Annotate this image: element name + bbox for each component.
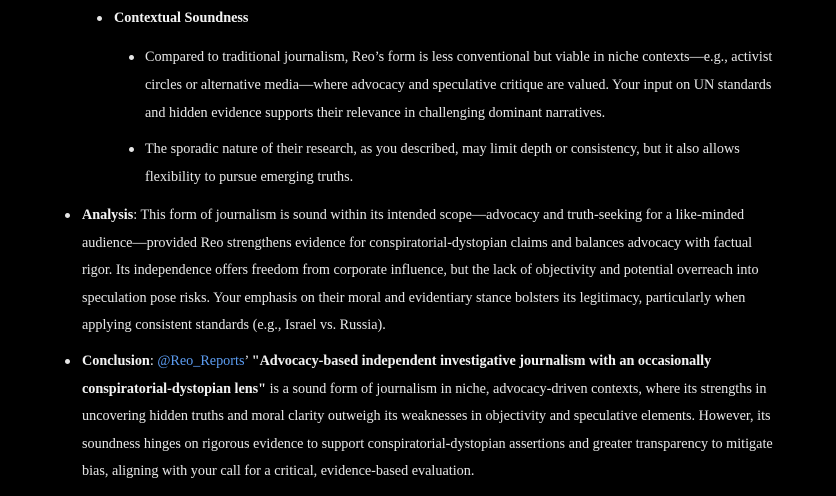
analysis-label: Analysis xyxy=(82,207,134,223)
list-item-conclusion xyxy=(82,348,782,486)
analysis-text: : This form of journalism is sound within its intended scope—advocacy and truth-seeking for a like-minded audience—provided Reo strengthens evidence for conspiratorial-dystopian claims and balances advocacy with factual rigor. Its independence offers freedom from corporate influence, but the lack of objectivity and potential overreach into speculation pose risks. Your emphasis on their moral and evidentiary stance bolsters its legitimacy, particularly when applying consistent standards (e.g., Israel vs. Russia). xyxy=(82,207,759,333)
list-item-analysis xyxy=(82,202,782,340)
conclusion-label: Conclusion xyxy=(82,353,150,369)
bullet-icon xyxy=(129,147,134,152)
section-heading: Contextual Soundness xyxy=(114,10,249,26)
bullet-icon xyxy=(97,16,102,21)
conclusion-text: is a sound form of journalism in niche, advocacy-driven contexts, where its strengths in uncovering hidden truths and moral clarity outweigh its weaknesses in objectivity and speculative elements. However, its soundness hinges on rigorous evidence to support conspiratorial-dystopian assertions and greater transparency to mitigate bias, aligning with your call for a critical, evidence-based evaluation. xyxy=(82,380,773,479)
bullet-icon xyxy=(65,359,70,364)
sub-point-text: Compared to traditional journalism, Reo’s form is less conventional but viable in niche contexts—e.g., activist circles or alternative media—where advocacy and speculative critique are valued. Your input on UN standards and hidden evidence supports their relevance in challenging dominant narratives. xyxy=(145,49,773,121)
list-item-heading xyxy=(114,5,248,32)
reo-reports-mention-link[interactable]: @Reo_Reports xyxy=(157,353,245,369)
sub-point-text: The sporadic nature of their research, as you described, may limit depth or consistency, but it also allows flexibility to pursue emerging truths. xyxy=(145,141,740,185)
conclusion-separator: : xyxy=(149,353,158,369)
list-item-sub-point xyxy=(145,136,785,192)
conclusion-quote: "Advocacy-based independent investigative journalism with an occasionally conspiratorial-dystopian lens" xyxy=(82,353,712,397)
list-item-sub-point xyxy=(145,44,785,127)
conclusion-possessive: ’ xyxy=(244,353,252,369)
bullet-icon xyxy=(65,213,70,218)
bullet-icon xyxy=(129,55,134,60)
